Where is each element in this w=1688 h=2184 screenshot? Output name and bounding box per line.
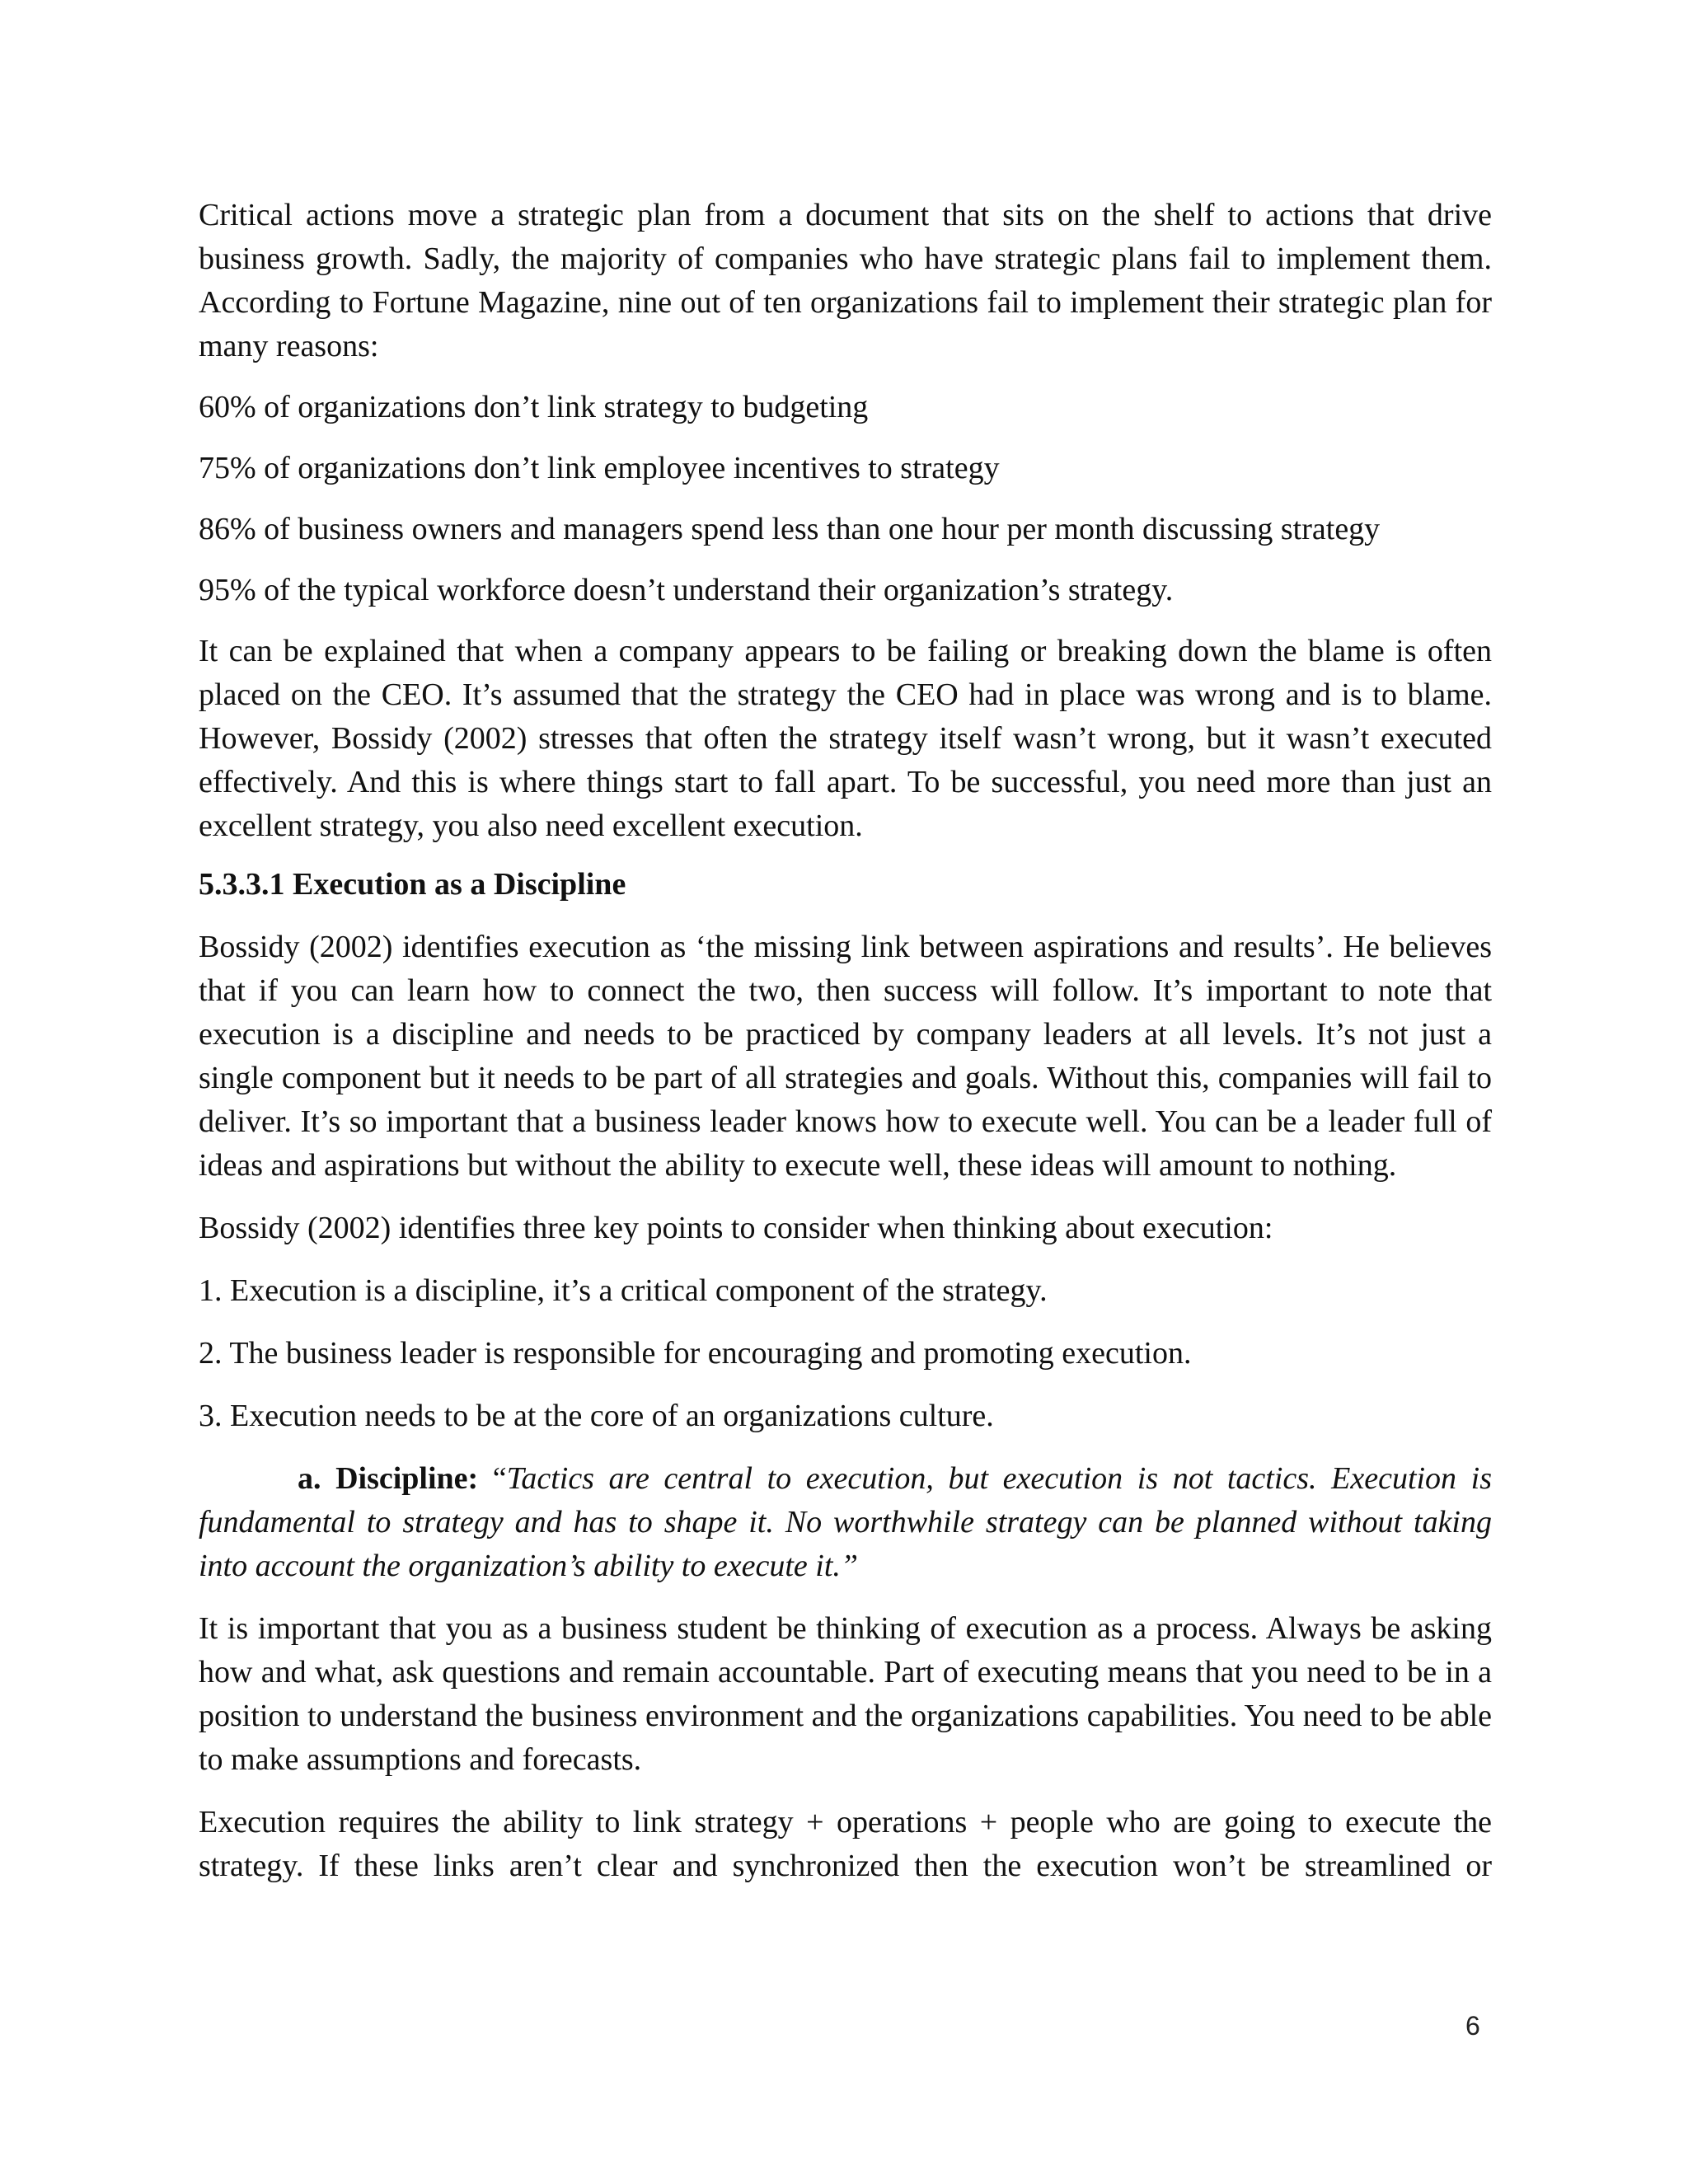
key-points-intro: Bossidy (2002) identifies three key points to consider when thinking about execution: <box>199 1211 1273 1245</box>
process-paragraph: It is important that you as a business student be thinking of execution as a process. Always be asking how and what, ask questions and remain accountable. Part of executing means that you need to be in a position to understand the business environment and the organizations capabilities. You need to be able to make assumptions and forecasts. <box>199 1611 1492 1777</box>
section-heading: 5.3.3.1 Execution as a Discipline <box>199 867 626 902</box>
reason-item: 75% of organizations don’t link employee incentives to strategy <box>199 451 1000 485</box>
reason-item: 95% of the typical workforce doesn’t understand their organization’s strategy. <box>199 573 1174 607</box>
document-page <box>199 194 1492 1888</box>
key-point-item: 2. The business leader is responsible for encouraging and promoting execution. <box>199 1336 1192 1371</box>
blame-paragraph: It can be explained that when a company appears to be failing or breaking down the blame is often placed on the CEO. It’s assumed that the strategy the CEO had in place was wrong and is to blame. However, Bossidy (2002) stresses that often the strategy itself wasn’t wrong, but it wasn’t executed effectively. And this is where things start to fall apart. To be successful, you need more than just an excellent strategy, you also need excellent execution. <box>199 634 1492 843</box>
reason-item: 60% of organizations don’t link strategy to budgeting <box>199 390 869 424</box>
discipline-quote: Tactics are central to execution, but execution is not tactics. Execution is fundamental to strategy and has to shape it. No worthwhile strategy can be planned without taking into account the organization’s ability to execute it.” <box>199 1461 1492 1583</box>
page-number: 6 <box>1465 2011 1480 2041</box>
discipline-quote-paragraph <box>199 1457 1492 1588</box>
discipline-label: a. Discipline: <box>298 1461 479 1496</box>
discipline-open-quote: “ <box>478 1461 507 1496</box>
reason-item: 86% of business owners and managers spend less than one hour per month discussing strategy <box>199 512 1381 546</box>
link-paragraph: Execution requires the ability to link strategy + operations + people who are going to execute the strategy. If these links aren’t clear and synchronized then the execution won’t be streamlined or <box>199 1805 1492 1883</box>
key-point-item: 1. Execution is a discipline, it’s a critical component of the strategy. <box>199 1273 1048 1308</box>
intro-paragraph: Critical actions move a strategic plan from a document that sits on the shelf to actions that drive business growth. Sadly, the majority of companies who have strategic plans fail to implement them. According to Fortune Magazine, nine out of ten organizations fail to implement their strategic plan for many reasons: <box>199 198 1492 363</box>
missing-link-paragraph: Bossidy (2002) identifies execution as ‘the missing link between aspirations and results’. He believes that if you can learn how to connect the two, then success will follow. It’s important to note that execution is a discipline and needs to be practiced by company leaders at all levels. It’s not just a single component but it needs to be part of all strategies and goals. Without this, companies will fail to deliver. It’s so important that a business leader knows how to execute well. You can be a leader full of ideas and aspirations but without the ability to execute well, these ideas will amount to nothing. <box>199 930 1492 1183</box>
key-point-item: 3. Execution needs to be at the core of an organizations culture. <box>199 1399 994 1433</box>
